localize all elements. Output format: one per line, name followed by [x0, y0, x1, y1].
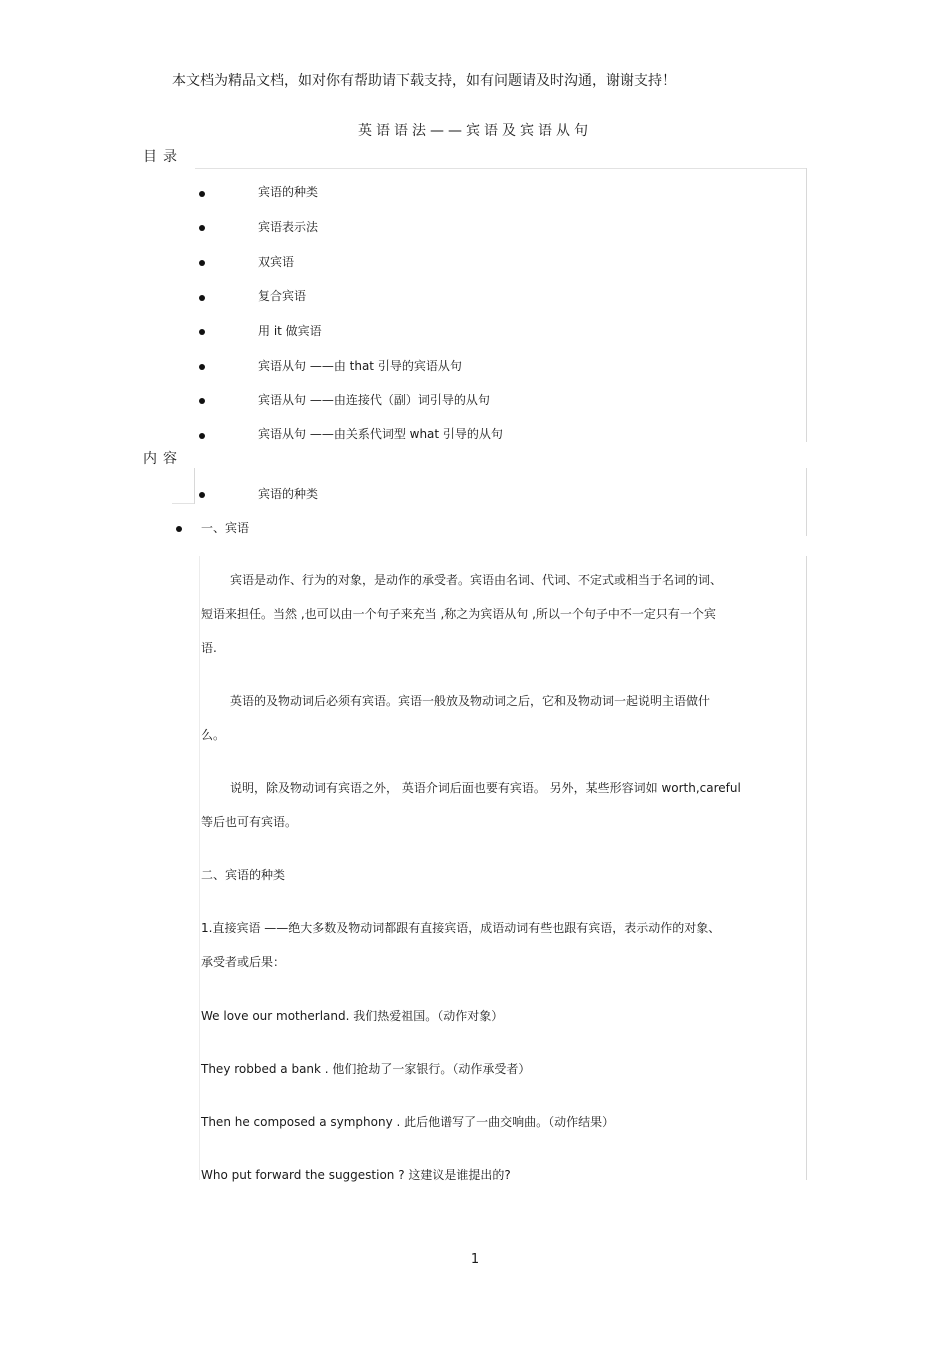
toc-top-rule	[195, 168, 807, 169]
paragraph-line: 么。	[201, 728, 226, 742]
toc-label: 目录	[143, 149, 183, 165]
bullet-icon	[199, 260, 205, 266]
paragraph-line: 短语来担任。当然 ,也可以由一个句子来充当 ,称之为宾语从句 ,所以一个句子中不一定只有一个宾	[201, 607, 716, 621]
content-item[interactable]: 宾语的种类	[258, 487, 319, 501]
example-sentence: Who put forward the suggestion ? 这建议是谁提出的?	[201, 1168, 511, 1182]
toc-item[interactable]: 宾语表示法	[258, 220, 319, 234]
document-title: 英语语法——宾语及宾语从句	[358, 123, 592, 139]
bullet-icon	[199, 492, 205, 498]
content-right-rule	[806, 468, 807, 536]
paragraph-line: 英语的及物动词后必须有宾语。宾语一般放及物动词之后，它和及物动词一起说明主语做什	[230, 694, 711, 708]
content-label: 内容	[143, 451, 183, 467]
paragraph-line: 语.	[201, 641, 217, 655]
bullet-icon	[199, 398, 205, 404]
toc-right-rule	[806, 168, 807, 442]
bullet-icon	[176, 526, 182, 532]
toc-item[interactable]: 用 it 做宾语	[258, 324, 322, 338]
toc-item[interactable]: 宾语从句 ——由连接代（副）词引导的从句	[258, 393, 490, 407]
bullet-icon	[199, 191, 205, 197]
bullet-icon	[199, 364, 205, 370]
paragraph-line: 说明，除及物动词有宾语之外， 英语介词后面也要有宾语。 另外，某些形容词如 worth,careful	[230, 781, 741, 795]
toc-item[interactable]: 宾语的种类	[258, 185, 319, 199]
example-sentence: We love our motherland. 我们热爱祖国。（动作对象）	[201, 1009, 504, 1023]
bullet-icon	[199, 433, 205, 439]
paragraph-line: 承受者或后果：	[201, 955, 286, 969]
content-left-rule	[194, 468, 195, 504]
header-notice: 本文档为精品文档，如对你有帮助请下载支持，如有问题请及时沟通，谢谢支持！	[172, 73, 676, 89]
bullet-icon	[199, 225, 205, 231]
example-sentence: Then he composed a symphony . 此后他谱写了一曲交响曲。（动作结果）	[201, 1115, 615, 1129]
toc-item[interactable]: 复合宾语	[258, 289, 307, 303]
example-sentence: They robbed a bank . 他们抢劫了一家银行。（动作承受者）	[201, 1062, 531, 1076]
bullet-icon	[199, 329, 205, 335]
page-number: 1	[470, 1252, 480, 1267]
section-heading: 二、宾语的种类	[201, 868, 286, 882]
toc-item[interactable]: 宾语从句 ——由 that 引导的宾语从句	[258, 359, 462, 373]
paragraph-line: 等后也可有宾语。	[201, 815, 298, 829]
content-step-rule	[172, 503, 194, 504]
body-right-rule	[806, 556, 807, 1180]
bullet-icon	[199, 295, 205, 301]
body-left-rule	[199, 556, 200, 1180]
toc-item[interactable]: 双宾语	[258, 255, 295, 269]
paragraph-line: 1.直接宾语 ——绝大多数及物动词都跟有直接宾语，成语动词有些也跟有宾语，表示动作的对象、	[201, 921, 721, 935]
toc-item[interactable]: 宾语从句 ——由关系代词型 what 引导的从句	[258, 427, 503, 441]
section-heading: 一、宾语	[201, 521, 250, 535]
paragraph-line: 宾语是动作、行为的对象，是动作的承受者。宾语由名词、代词、不定式或相当于名词的词、	[230, 573, 723, 587]
